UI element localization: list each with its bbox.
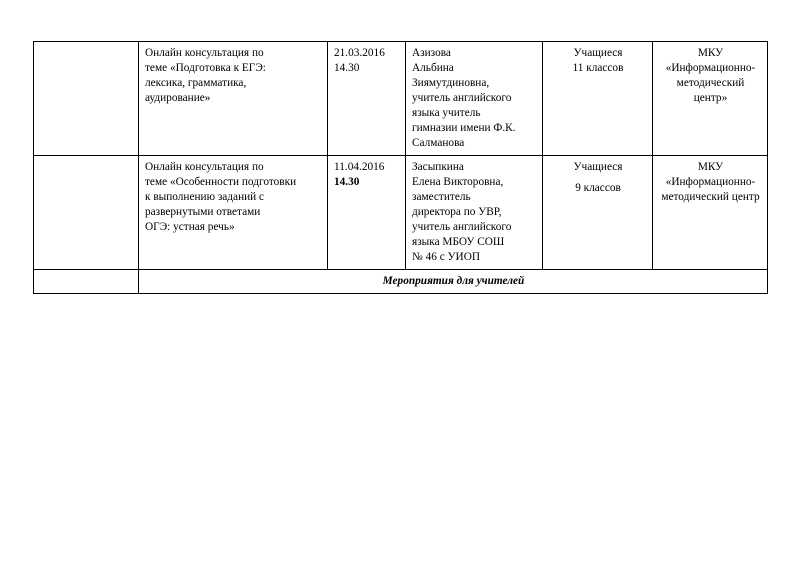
row-1-org-cell xyxy=(653,42,768,156)
row-1-person-line-5: языка учитель xyxy=(412,107,481,120)
row-1-topic-line-3: лексика, грамматика, xyxy=(145,77,247,90)
row-1-date-cell xyxy=(328,42,406,156)
table-row xyxy=(34,42,768,156)
table-row xyxy=(34,156,768,270)
row-2-person-line-5: учитель английского xyxy=(412,221,512,234)
row-2-person-line-1: Засыпкина xyxy=(412,161,464,174)
row-2-org-line-2: методический центр xyxy=(661,191,760,204)
row-2-empty-cell xyxy=(34,156,139,270)
row-2-topic-line-4: развернутыми ответами xyxy=(145,206,261,219)
row-2-topic-line-1: Онлайн консультация по xyxy=(145,161,264,174)
row-2-topic-line-2: теме «Особенности подготовки xyxy=(145,176,297,189)
row-2-org-line-1: МКУ «Информационно- xyxy=(665,161,756,189)
row-2-person-line-6: языка МБОУ СОШ xyxy=(412,236,505,249)
row-1-person-line-6: гимназии имени Ф.К. xyxy=(412,122,516,135)
row-1-topic-line-1: Онлайн консультация по xyxy=(145,47,264,59)
section-header-teachers-events: Мероприятия для учителей xyxy=(139,270,768,294)
row-1-org-line-1: МКУ «Информационно- xyxy=(665,47,756,75)
row-2-topic-cell xyxy=(139,156,328,270)
row-1-person-line-3: Зиямутдиновна, xyxy=(412,77,490,90)
row-1-topic-cell xyxy=(139,42,328,156)
schedule-table xyxy=(33,41,768,294)
row-1-person-line-7: Салманова xyxy=(412,137,465,150)
row-1-date-line-1: 21.03.2016 xyxy=(334,47,385,59)
row-1-date-line-2: 14.30 xyxy=(334,62,360,75)
row-1-topic-line-2: теме «Подготовка к ЕГЭ: xyxy=(145,62,266,75)
table-row xyxy=(34,270,768,294)
row-2-org-cell xyxy=(653,156,768,270)
row-2-audience-cell xyxy=(543,156,653,270)
row-2-date-line-2: 14.30 xyxy=(334,176,360,189)
row-1-topic-line-4: аудирование» xyxy=(145,92,211,105)
row-2-topic-line-3: к выполнению заданий с xyxy=(145,191,265,204)
row-1-audience-line-2: 11 классов xyxy=(572,62,624,75)
row-1-person-cell xyxy=(406,42,543,156)
section-row-empty-cell xyxy=(34,270,139,294)
row-2-person-cell xyxy=(406,156,543,270)
row-1-audience-line-1: Учащиеся xyxy=(573,47,623,59)
row-2-date-line-1: 11.04.2016 xyxy=(334,161,385,174)
row-2-person-line-2: Елена Викторовна, xyxy=(412,176,504,189)
row-2-date-cell xyxy=(328,156,406,270)
row-2-audience-line-1: Учащиеся xyxy=(573,161,623,174)
row-1-person-line-4: учитель английского xyxy=(412,92,512,105)
row-2-person-line-4: директора по УВР, xyxy=(412,206,502,219)
row-1-person-line-1: Азизова xyxy=(412,47,451,59)
row-1-org-line-2: методический центр» xyxy=(676,77,745,105)
row-2-audience-line-2: 9 классов xyxy=(575,182,621,195)
row-1-person-line-2: Альбина xyxy=(412,62,454,75)
row-2-person-line-3: заместитель xyxy=(412,191,471,204)
row-2-person-line-7: № 46 с УИОП xyxy=(412,251,481,264)
row-1-empty-cell xyxy=(34,42,139,156)
row-1-audience-cell xyxy=(543,42,653,156)
row-2-topic-line-5: ОГЭ: устная речь» xyxy=(145,221,235,234)
